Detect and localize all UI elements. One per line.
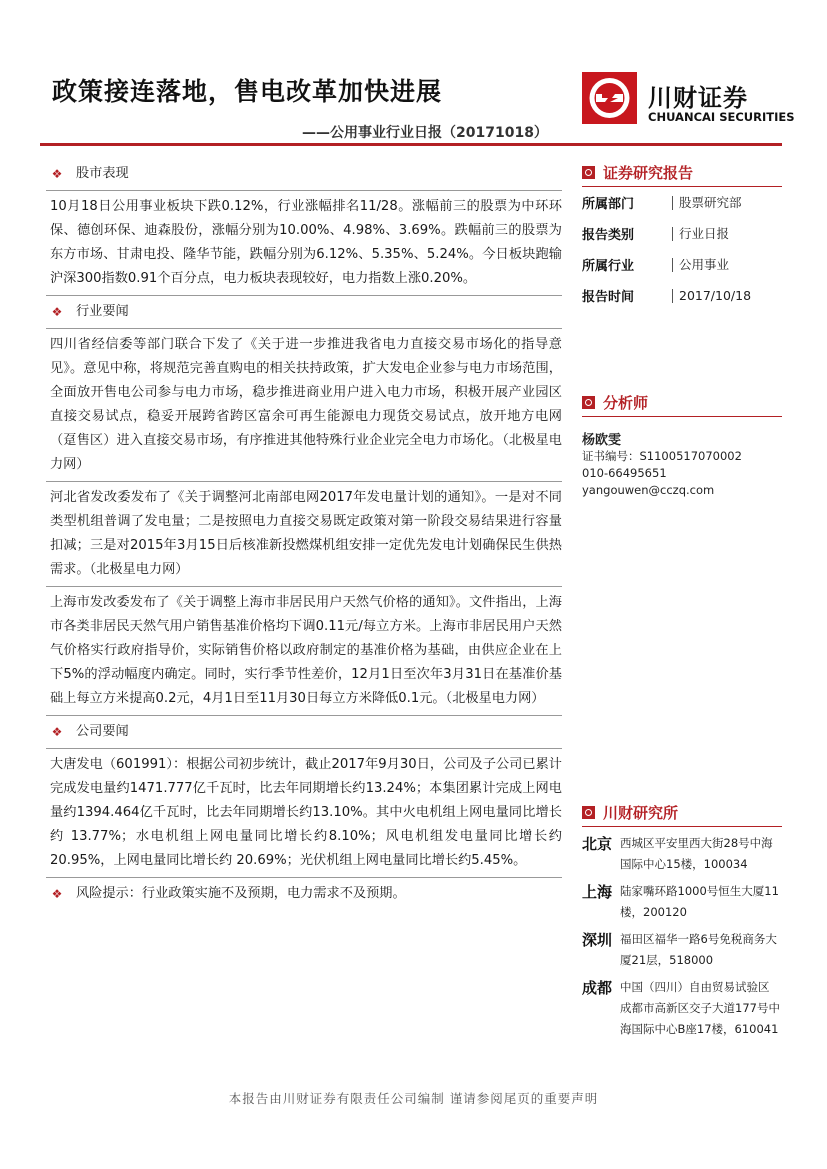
market-summary: 10月18日公用事业板块下跌0.12%，行业涨幅排名11/28。涨幅前三的股票为中环环保、德创环保、迪森股份，涨幅分别为10.00%、4.98%、3.69%。跌幅前三的股票为东方市场、甘肃电投、隆华节能，跌幅分别为6.12%、5.35%、5.24%。今日板块跑输沪深300指数0.91个百分点，电力板块表现较好，电力指数上涨0.20%。 [50,199,562,286]
office-entry [582,977,782,1040]
section-divider [46,328,562,329]
office-city: 北京 [582,835,613,853]
office-city: 成都 [582,979,613,997]
industry-news-shanghai: 上海市发改委发布了《关于调整上海市非居民用户天然气价格的通知》。文件指出，上海市各类非居民天然气用户销售基准价格均下调0.11元/每立方米。上海市非居民用户天然气价格实行政府指导价，实际销售价格以政府制定的基准价格为基础，由供应企业在上下5%的浮动幅度内确定。同时，实行季节性差价，12月1日至次年3月31日在基准价基础上每立方米提高0.2元，4月1日至11月30日每立方米降低0.1元。（北极星电力网） [50,595,562,706]
analyst-name: 杨欧雯 [582,433,622,448]
office-address: 福田区福华一路6号免税商务大厦21层，518000 [620,932,777,967]
info-value: 2017/10/18 [672,289,751,303]
diamond-bullet-icon: ❖ [51,887,63,901]
brand-name-en: CHUANCAI SECURITIES [648,110,795,124]
office-address: 西城区平安里西大街28号中海国际中心15楼，100034 [620,836,773,871]
office-city: 深圳 [582,931,613,949]
section-industry-heading: ❖ 行业要闻 [50,300,562,324]
info-row [582,249,782,280]
office-entry [582,833,782,875]
analyst-panel [582,390,782,499]
info-value: 行业日报 [672,227,729,241]
company-news-datang: 大唐发电（601991）：根据公司初步统计，截止2017年9月30日，公司及子公司已累计完成发电量约1471.777亿千瓦时，比去年同期增长约13.24%；本集团累计完成上网电量约1394.464亿千瓦时，比去年同期增长约13.10%。其中火电机组上网电量同比增长约 13.77%；水电机组上网电量同比增长约8.10%；风电机组发电量同比增长约 20.95%，上网电量同比增长约 20.69%；光伏机组上网电量同比增长约5.45%。 [50,757,562,868]
diamond-bullet-icon: ❖ [51,725,63,739]
analyst-phone: 010-66495651 [582,466,667,480]
institute-panel [582,800,782,1040]
section-divider [46,295,562,296]
page-title: 政策接连落地，售电改革加快进展 [52,77,443,106]
brand-logo [582,72,795,128]
office-city: 上海 [582,883,613,901]
info-key: 报告时间 [582,290,635,305]
brand-name-cn: 川财证券 [648,84,748,112]
info-row [582,218,782,249]
header-divider [40,143,782,146]
section-divider [46,586,562,587]
analyst-divider [582,416,782,417]
risk-warning: ❖ 风险提示：行业政策实施不及预期，电力需求不及预期。 [50,882,562,906]
section-divider [46,715,562,716]
office-entry [582,881,782,923]
institute-divider [582,826,782,827]
info-value: 公用事业 [672,258,729,272]
diamond-bullet-icon: ❖ [51,167,63,181]
report-info-heading: 证券研究报告 [582,160,782,184]
office-entry [582,929,782,971]
section-divider [46,481,562,482]
red-square-icon [582,806,595,819]
section-divider [46,748,562,749]
page-footer: 本报告由川财证券有限责任公司编制 谨请参阅尾页的重要声明 [228,1091,599,1106]
info-row [582,187,782,218]
red-square-icon [582,396,595,409]
institute-heading: 川财研究所 [582,800,782,824]
chuancai-logo-icon [582,72,637,124]
section-market-heading: ❖ 股市表现 [50,162,562,186]
analyst-email[interactable]: yangouwen@cczq.com [582,483,715,497]
office-address: 陆家嘴环路1000号恒生大厦11楼，200120 [620,884,779,919]
industry-news-sichuan: 四川省经信委等部门联合下发了《关于进一步推进我省电力直接交易市场化的指导意见》。意见中称，将规范完善直购电的相关扶持政策，扩大发电企业参与电力市场范围，全面放开售电公司参与电力市场，稳步推进商业用户进入电力市场，积极开展产业园区直接交易试点，稳妥开展跨省跨区富余可再生能源电力现货交易试点，放开地方电网（趸售区）进入直接交易市场，有序推进其他特殊行业企业完全电力市场化。（北极星电力网） [50,337,562,472]
section-divider [46,190,562,191]
analyst-cert: 证书编号：S1100517070002 [582,449,742,463]
section-company-heading: ❖ 公司要闻 [50,720,562,744]
info-key: 所属行业 [582,259,635,274]
report-info-panel [582,160,782,311]
section-divider [46,877,562,878]
red-square-icon [582,166,595,179]
main-content [50,158,562,906]
analyst-heading: 分析师 [582,390,782,414]
diamond-bullet-icon: ❖ [51,305,63,319]
info-row [582,280,782,311]
info-value: 股票研究部 [672,196,742,210]
info-key: 报告类别 [582,228,635,243]
page-subtitle: ——公用事业行业日报（20171018） [302,125,548,141]
industry-news-hebei: 河北省发改委发布了《关于调整河北南部电网2017年发电量计划的通知》。一是对不同类型机组普调了发电量；二是按照电力直接交易既定政策对第一阶段交易结果进行容量扣减；三是对2015年3月15日后核准新投燃煤机组安排一定优先发电计划确保民生供热需求。（北极星电力网） [50,490,562,577]
info-key: 所属部门 [582,197,635,212]
office-address: 中国（四川）自由贸易试验区成都市高新区交子大道177号中海国际中心B座17楼，610041 [620,980,780,1036]
